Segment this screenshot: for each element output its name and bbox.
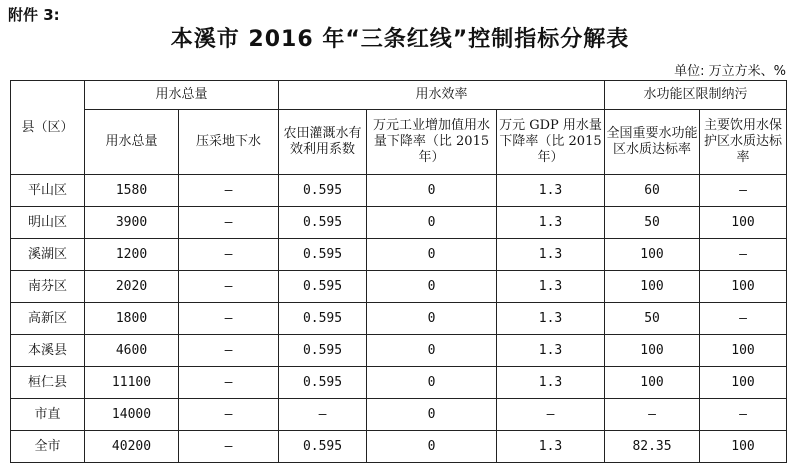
value-cell: 0 [367, 303, 497, 335]
column-header: 全国重要水功能区水质达标率 [605, 110, 700, 175]
value-cell: 1.3 [497, 207, 605, 239]
value-cell: 0 [367, 239, 497, 271]
value-cell: 0 [367, 207, 497, 239]
value-cell: — [279, 399, 367, 431]
header-row-groups [11, 81, 787, 110]
value-cell: 0.595 [279, 367, 367, 399]
value-cell: 4600 [85, 335, 179, 367]
value-cell: 0.595 [279, 175, 367, 207]
value-cell: 82.35 [605, 431, 700, 463]
table-row [11, 367, 787, 399]
value-cell: 0 [367, 367, 497, 399]
value-cell: 0.595 [279, 335, 367, 367]
value-cell: 100 [700, 431, 787, 463]
value-cell: 100 [700, 207, 787, 239]
county-cell: 高新区 [11, 303, 85, 335]
value-cell: — [700, 399, 787, 431]
value-cell: 14000 [85, 399, 179, 431]
value-cell: 1.3 [497, 175, 605, 207]
column-header: 压采地下水 [179, 110, 279, 175]
value-cell: — [179, 367, 279, 399]
value-cell: 2020 [85, 271, 179, 303]
value-cell: — [179, 399, 279, 431]
document-title: 本溪市 2016 年“三条红线”控制指标分解表 [170, 27, 630, 52]
value-cell: — [700, 303, 787, 335]
value-cell: 0.595 [279, 271, 367, 303]
column-header: 农田灌溉水有效利用系数 [279, 110, 367, 175]
value-cell: — [179, 271, 279, 303]
value-cell: — [700, 239, 787, 271]
column-header: 主要饮用水保护区水质达标率 [700, 110, 787, 175]
value-cell: 1.3 [497, 431, 605, 463]
value-cell: — [700, 175, 787, 207]
value-cell: 100 [605, 367, 700, 399]
column-header: 用水总量 [85, 110, 179, 175]
value-cell: 3900 [85, 207, 179, 239]
table-row [11, 303, 787, 335]
county-cell: 平山区 [11, 175, 85, 207]
county-cell: 明山区 [11, 207, 85, 239]
value-cell: — [179, 239, 279, 271]
column-header: 万元工业增加值用水量下降率（比 2015 年） [367, 110, 497, 175]
unit-label: 单位: 万立方米、% [674, 64, 786, 79]
value-cell: 0 [367, 271, 497, 303]
table-row [11, 431, 787, 463]
header-row-columns [11, 110, 787, 175]
county-header: 县（区） [11, 81, 85, 175]
value-cell: 1.3 [497, 303, 605, 335]
value-cell: 100 [605, 271, 700, 303]
value-cell: 0.595 [279, 431, 367, 463]
value-cell: 100 [605, 239, 700, 271]
attachment-label: 附件 3: [8, 6, 60, 24]
table-row [11, 207, 787, 239]
table-row [11, 239, 787, 271]
county-cell: 全市 [11, 431, 85, 463]
table-row [11, 399, 787, 431]
table-body [11, 175, 787, 463]
value-cell: 1580 [85, 175, 179, 207]
value-cell: 0 [367, 335, 497, 367]
group-header-efficiency: 用水效率 [279, 81, 605, 110]
value-cell: 100 [700, 271, 787, 303]
value-cell: — [497, 399, 605, 431]
value-cell: 0.595 [279, 239, 367, 271]
value-cell: — [179, 175, 279, 207]
county-cell: 南芬区 [11, 271, 85, 303]
value-cell: 11100 [85, 367, 179, 399]
county-cell: 桓仁县 [11, 367, 85, 399]
value-cell: 100 [700, 367, 787, 399]
column-header: 万元 GDP 用水量下降率（比 2015 年） [497, 110, 605, 175]
value-cell: 1.3 [497, 239, 605, 271]
table-row [11, 271, 787, 303]
county-cell: 本溪县 [11, 335, 85, 367]
value-cell: — [179, 207, 279, 239]
value-cell: 0.595 [279, 303, 367, 335]
county-cell: 溪湖区 [11, 239, 85, 271]
value-cell: 100 [605, 335, 700, 367]
indicator-table [10, 80, 787, 463]
value-cell: 1800 [85, 303, 179, 335]
value-cell: 0 [367, 431, 497, 463]
value-cell: 50 [605, 303, 700, 335]
value-cell: 1.3 [497, 335, 605, 367]
group-header-total-water: 用水总量 [85, 81, 279, 110]
value-cell: 40200 [85, 431, 179, 463]
value-cell: 1.3 [497, 271, 605, 303]
value-cell: 0 [367, 175, 497, 207]
value-cell: — [179, 303, 279, 335]
table-row [11, 335, 787, 367]
value-cell: — [605, 399, 700, 431]
value-cell: 60 [605, 175, 700, 207]
value-cell: — [179, 335, 279, 367]
value-cell: — [179, 431, 279, 463]
table-row [11, 175, 787, 207]
value-cell: 1.3 [497, 367, 605, 399]
group-header-pollution-limit: 水功能区限制纳污 [605, 81, 787, 110]
value-cell: 50 [605, 207, 700, 239]
county-cell: 市直 [11, 399, 85, 431]
value-cell: 1200 [85, 239, 179, 271]
value-cell: 0.595 [279, 207, 367, 239]
value-cell: 100 [700, 335, 787, 367]
value-cell: 0 [367, 399, 497, 431]
